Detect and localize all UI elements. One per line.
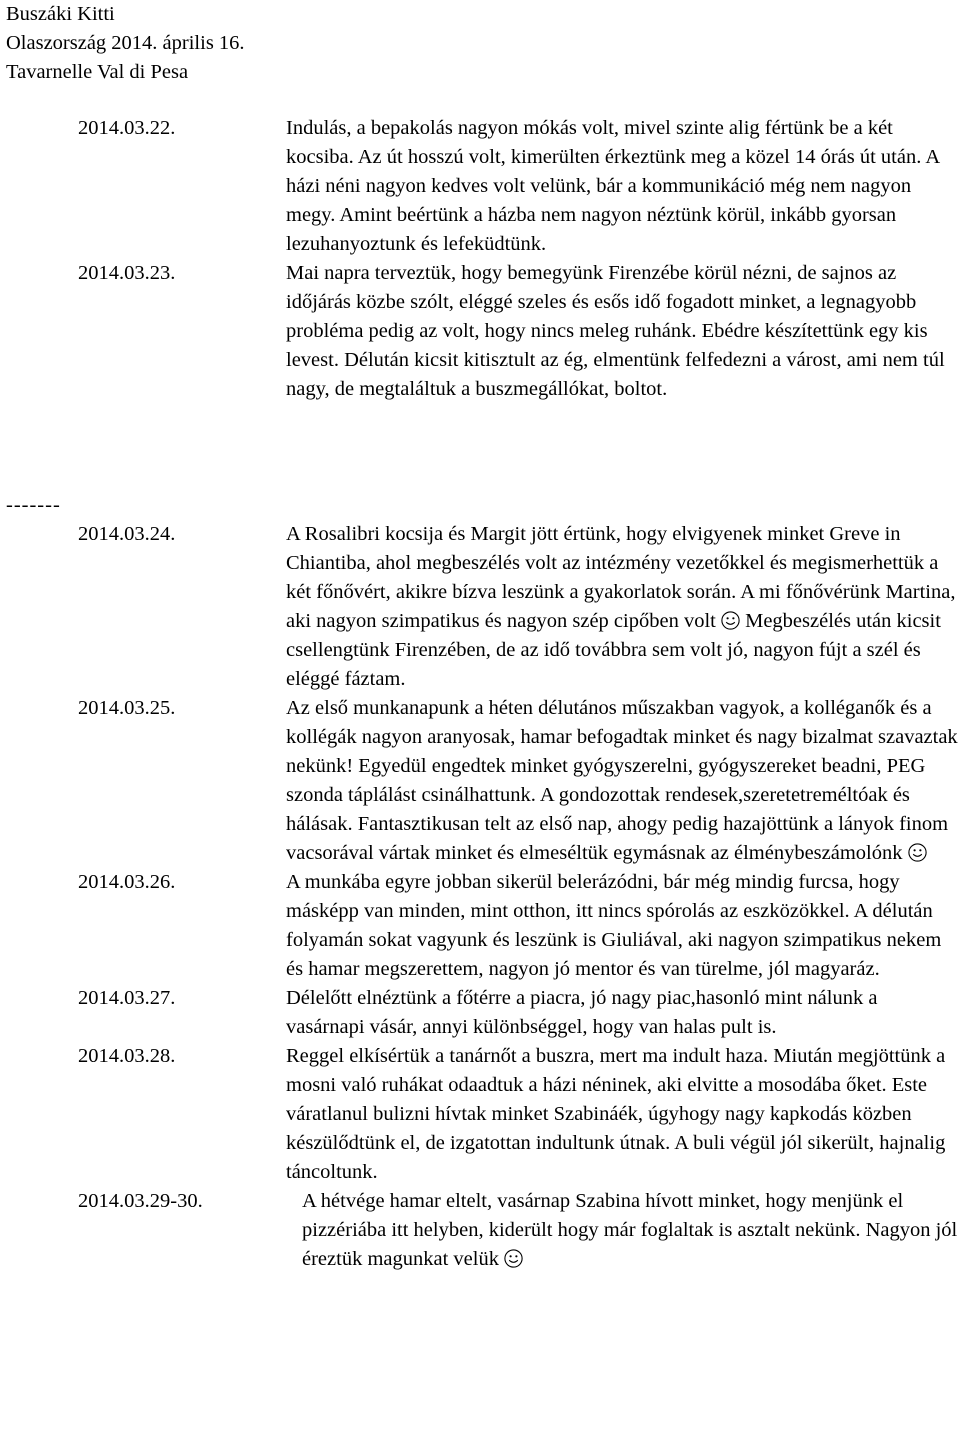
entry-date: 2014.03.24. [78, 523, 176, 545]
smiley-icon [908, 843, 927, 862]
entry-text: Indulás, a bepakolás nagyon mókás volt, mivel szinte alig fértünk be a két kocsiba. Az út hosszú volt, kimerülten érkeztünk meg a közel 14 órás út után. A házi néni nagyon kedves volt velünk, bár a kommunikáció még nem nagyon megy. Amint beértünk a házba nem nagyon néztünk körül, inkább gyorsan lezuhanyoztunk és lefeküdtünk. [286, 117, 940, 255]
entry-text [286, 520, 958, 694]
diary-entry [0, 1187, 960, 1274]
entry-text-part: Az első munkanapunk a héten délutános műszakban vagyok, a kolléganők és a kollégák nagyon aranyosak, hamar befogadtak minket és nagy bizalmat szavaztak nekünk! Egyedül engedtek minket gyógyszerelni, gyógyszereket beadni, PEG szonda táplálást csinálhattunk. A gondozottak rendesek,szeretetreméltóak és hálásak. Fantasztikusan telt az első nap, ahogy pedig hazajöttünk a lányok finom vacsorával vártak minket és elmeséltük egymásnak az élménybeszámolónk [286, 697, 958, 864]
author-name: Buszáki Kitti [6, 3, 115, 25]
entry-text-part: A Rosalibri kocsija és Margit jött értünk, hogy elvigyenek minket Greve in Chiantiba, ahol megbeszélés volt az intézmény vezetőkkel és megismerhettük a két főnővért, akikre bízva leszünk a gyakorlatok során. A mi főnővérünk Martina, aki nagyon szimpatikus és nagyon szép cipőben volt [286, 523, 956, 632]
entry-text-part: Megbeszélés után kicsit csellengtünk Firenzében, de az idő továbbra sem volt jó, nagyon fújt a szél és eléggé fáztam. [286, 610, 941, 690]
diary-block-2 [0, 520, 960, 1274]
diary-entry [0, 1042, 960, 1187]
entry-date: 2014.03.28. [78, 1045, 176, 1067]
diary-entry [0, 984, 960, 1042]
entry-text: Reggel elkísértük a tanárnőt a buszra, mert ma indult haza. Miután megjöttünk a mosni való ruhákat odaadtuk a házi néninek, aki elvitte a mosodába őket. Este váratlanul bulizni hívtak minket Szabináék, úgyhogy nagy kapkodás közben készülődtünk el, de izgatottan indultunk útnak. A buli végül jól sikerült, hajnalig táncoltunk. [286, 1045, 946, 1183]
entry-date: 2014.03.29-30. [78, 1190, 203, 1212]
entry-text [302, 1187, 958, 1274]
entry-text: Délelőtt elnéztünk a főtérre a piacra, jó nagy piac,hasonló mint nálunk a vasárnapi vásár, annyi különbséggel, hogy van halas pult is. [286, 987, 878, 1038]
country-date: Olaszország 2014. április 16. [6, 32, 245, 54]
diary-entry [0, 694, 960, 868]
entry-date: 2014.03.27. [78, 987, 176, 1009]
entry-text [286, 694, 958, 868]
entry-date: 2014.03.25. [78, 697, 176, 719]
diary-entry [0, 114, 960, 259]
entry-date: 2014.03.23. [78, 262, 176, 284]
diary-entry [0, 259, 960, 404]
smiley-icon [504, 1249, 523, 1268]
entry-date: 2014.03.22. [78, 117, 176, 139]
diary-entry [0, 868, 960, 984]
separator: ------- [6, 494, 61, 516]
diary-block-1 [0, 114, 960, 404]
entry-text: Mai napra terveztük, hogy bemegyünk Firenzébe körül nézni, de sajnos az időjárás közbe szólt, eléggé szeles és esős idő fogadott minket, a legnagyobb probléma pedig az volt, hogy nincs meleg ruhánk. Ebédre készítettünk egy kis levest. Délután kicsit kitisztult az ég, elmentünk felfedezni a várost, ami nem túl nagy, de megtaláltuk a buszmegállókat, boltot. [286, 262, 945, 400]
entry-text: A munkába egyre jobban sikerül belerázódni, bár még mindig furcsa, hogy másképp van minden, mint otthon, itt nincs spórolás az eszközökkel. A délután folyamán sokat vagyunk és leszünk is Giuliával, aki nagyon szimpatikus nekem és hamar megszerettem, nagyon jó mentor és van türelme, jól magyaráz. [286, 871, 942, 980]
entry-date: 2014.03.26. [78, 871, 176, 893]
smiley-icon [721, 611, 740, 630]
place: Tavarnelle Val di Pesa [6, 61, 189, 83]
diary-entry [0, 520, 960, 694]
document-header [6, 0, 245, 87]
entry-text-part: A hétvége hamar eltelt, vasárnap Szabina hívott minket, hogy menjünk el pizzériába itt helyben, kiderült hogy már foglaltak is asztalt nekünk. Nagyon jól éreztük magunkat velük [302, 1190, 958, 1270]
